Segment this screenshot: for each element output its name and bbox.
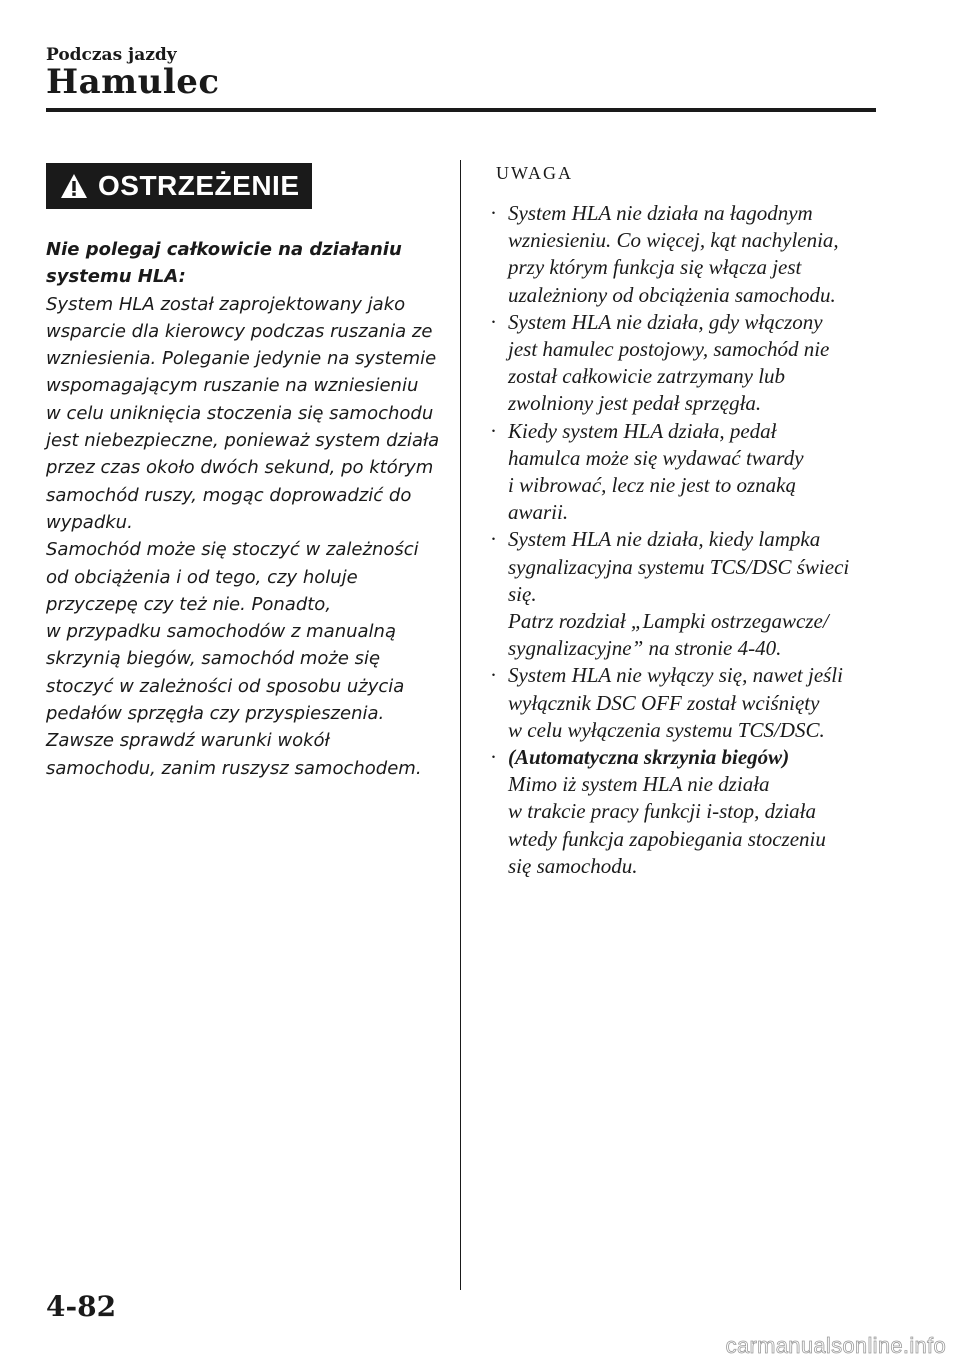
- warning-body-line: wsparcie dla kierowcy podczas ruszania ze: [46, 320, 433, 342]
- warning-body-line: wspomagającym ruszanie na wzniesieniu: [46, 375, 419, 397]
- warning-body-line: System HLA został zaprojektowany jako: [46, 293, 406, 315]
- warning-body-line: Samochód może się stoczyć w zależności: [46, 539, 419, 561]
- note-line-bold: (Automatyczna skrzynia biegów): [508, 745, 790, 770]
- note-title: UWAGA: [496, 163, 573, 183]
- note-line: w trakcie pracy funkcji i-stop, działa: [508, 799, 816, 824]
- note-line: wzniesieniu. Co więcej, kąt nachylenia,: [508, 228, 839, 253]
- warning-body-line: przyczepę czy też nie. Ponadto,: [46, 593, 332, 615]
- warning-body-line: jest niebezpieczne, ponieważ system działa: [46, 430, 440, 452]
- note-line: sygnalizacyjne” na stronie 4-40.: [508, 636, 782, 661]
- bullet: ·: [490, 745, 497, 770]
- warning-body-line: wzniesienia. Poleganie jedynie na systemie: [46, 348, 437, 370]
- warning-body-line: samochodu, zanim ruszysz samochodem.: [46, 757, 422, 779]
- note-line: System HLA nie działa, gdy włączony: [508, 309, 823, 334]
- note-line: System HLA nie wyłączy się, nawet jeśli: [508, 663, 843, 688]
- bullet: ·: [490, 527, 497, 552]
- warning-heading-line: Nie polegaj całkowicie na działaniu: [46, 239, 402, 260]
- note-line: uzależniony od obciążenia samochodu.: [508, 282, 836, 307]
- note-line: został całkowicie zatrzymany lub: [508, 364, 786, 389]
- warning-body-line: w przypadku samochodów z manualną: [46, 621, 396, 643]
- title-rule: [46, 108, 876, 112]
- note-item: [490, 418, 890, 527]
- warning-body-line: od obciążenia i od tego, czy holuje: [46, 566, 358, 588]
- note-line: Kiedy system HLA działa, pedał: [508, 418, 777, 443]
- note-item: [490, 200, 890, 309]
- bullet: ·: [490, 418, 497, 443]
- note-line: się samochodu.: [508, 853, 638, 878]
- note-item: [490, 526, 890, 662]
- warning-body-line: stoczyć w zależności od sposobu użycia: [46, 675, 405, 697]
- note-line: zwolniony jest pedał sprzęgła.: [508, 391, 762, 416]
- note-line: hamulca może się wydawać twardy: [508, 445, 804, 470]
- note-item: [490, 744, 890, 880]
- warning-label: OSTRZEŻENIE: [98, 170, 300, 201]
- note-line: sygnalizacyjna systemu TCS/DSC świeci: [508, 554, 850, 579]
- note-line: w celu wyłączenia systemu TCS/DSC.: [508, 717, 825, 742]
- note-line: przy którym funkcja się włącza jest: [508, 255, 802, 280]
- watermark: carmanualsonline.info: [725, 1333, 946, 1358]
- note-list: [490, 200, 890, 880]
- note-item: [490, 662, 890, 744]
- note-item: [490, 309, 890, 418]
- note-line: wyłącznik DSC OFF został wciśnięty: [508, 690, 820, 715]
- note-line: jest hamulec postojowy, samochód nie: [508, 337, 830, 362]
- bullet: ·: [490, 201, 497, 225]
- warning-body-line: przez czas około dwóch sekund, po którym: [46, 457, 434, 479]
- warning-triangle-icon: [60, 173, 88, 199]
- note-line: i wibrować, lecz nie jest to oznaką: [508, 473, 796, 498]
- warning-body-line: skrzynią biegów, samochód może się: [46, 648, 381, 670]
- warning-banner: [46, 163, 312, 209]
- warning-heading-line: systemu HLA:: [46, 266, 186, 288]
- bullet: ·: [490, 309, 497, 334]
- note-line: System HLA nie działa, kiedy lampka: [508, 527, 821, 552]
- column-divider: [460, 160, 461, 1290]
- warning-body-line: wypadku.: [46, 511, 133, 533]
- page-number: 4-82: [46, 1290, 117, 1323]
- note-line: System HLA nie działa na łagodnym: [508, 201, 813, 225]
- note-line: awarii.: [508, 500, 569, 525]
- warning-text: [46, 236, 446, 782]
- note-line: się.: [508, 581, 537, 606]
- warning-body-line: Zawsze sprawdź warunki wokół: [46, 730, 330, 752]
- page-title: Hamulec: [46, 62, 220, 102]
- section-label: Podczas jazdy: [46, 45, 177, 65]
- note-line: Patrz rozdział „Lampki ostrzegawcze/: [508, 609, 829, 634]
- note-line: Mimo iż system HLA nie działa: [508, 772, 770, 797]
- note-line: wtedy funkcja zapobiegania stoczeniu: [508, 826, 826, 851]
- bullet: ·: [490, 663, 497, 688]
- warning-body-line: pedałów sprzęgła czy przyspieszenia.: [46, 703, 385, 725]
- warning-body-line: samochód ruszy, mogąc doprowadzić do: [46, 484, 412, 506]
- warning-body-line: w celu uniknięcia stoczenia się samochodu: [46, 402, 434, 424]
